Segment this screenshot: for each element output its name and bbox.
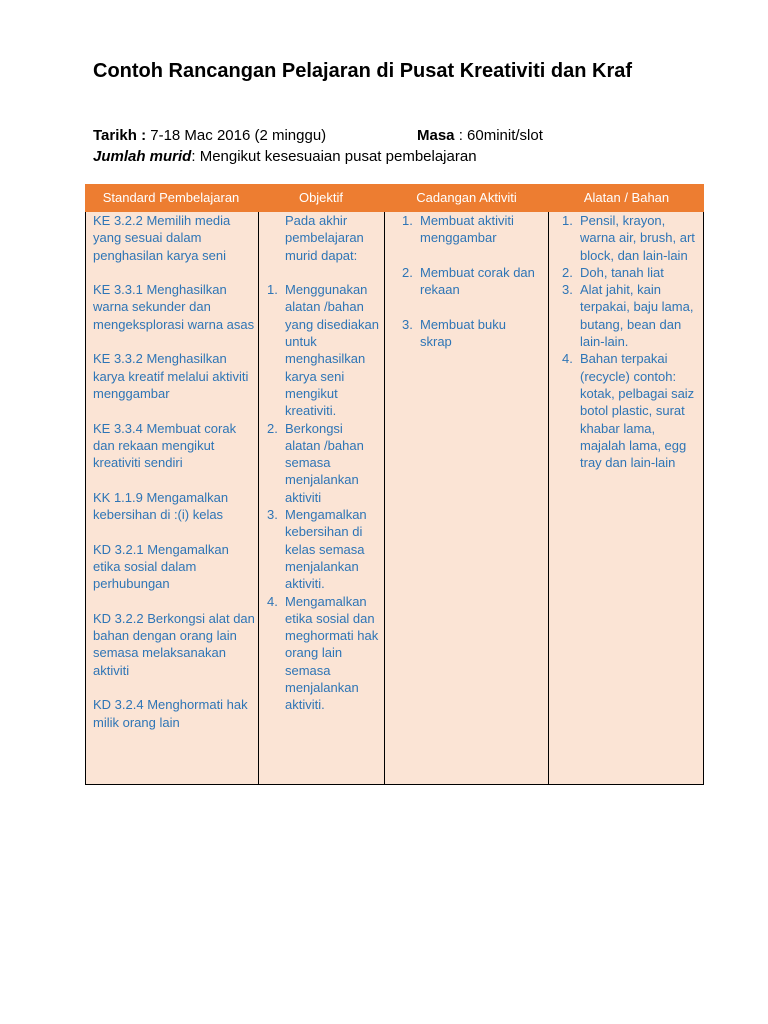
standard-item: KE 3.3.4 Membuat corak dan rekaan mengikut kreativiti sendiri xyxy=(93,420,237,471)
objektif-list xyxy=(267,281,379,713)
standard-item: KD 3.2.1 Mengamalkan etika sosial dalam perhubungan xyxy=(93,541,229,592)
column-divider xyxy=(548,212,549,784)
list-item: 1. Menggunakan alatan /bahan yang disediakan untuk menghasilkan karya seni mengikut kreativiti. xyxy=(267,282,379,419)
list-item: 4. Mengamalkan etika sosial dan meghormati hak orang lain semasa menjalankan aktiviti. xyxy=(267,593,379,713)
masa-value: : 60minit/slot xyxy=(454,127,543,144)
masa-label: Masa xyxy=(417,127,455,144)
jumlah-value: : Mengikut kesesuaian pusat pembelajaran xyxy=(191,148,477,165)
objektif-column xyxy=(267,212,379,714)
meta-line-students xyxy=(93,148,477,165)
standard-item: KD 3.2.4 Menghormati hak milik orang lain xyxy=(93,697,248,730)
list-item: 3. Alat jahit, kain terpakai, baju lama, butang, bean dan lain-lain. xyxy=(562,282,694,350)
list-item: 2. Membuat corak dan rekaan xyxy=(402,264,535,298)
standards-column xyxy=(93,212,255,731)
list-item: 2. Doh, tanah liat xyxy=(562,264,664,280)
header-standard: Standard Pembelajaran xyxy=(102,190,240,205)
aktiviti-column xyxy=(402,212,537,350)
table-body xyxy=(85,212,704,785)
list-item: 1. Membuat aktiviti menggambar xyxy=(402,213,514,246)
tarikh-label: Tarikh : xyxy=(93,127,147,144)
list-item: 3. Membuat buku skrap xyxy=(402,316,506,350)
bahan-column xyxy=(562,212,700,471)
bahan-list xyxy=(562,212,700,471)
standard-item: KE 3.3.2 Menghasilkan karya kreatif melalui aktiviti menggambar xyxy=(93,351,249,401)
standard-item: KK 1.1.9 Mengamalkan kebersihan di :(i) kelas xyxy=(93,489,229,523)
standard-item: KE 3.3.1 Menghasilkan warna sekunder dan mengeksplorasi warna asas xyxy=(93,282,255,332)
tarikh-value: 7-18 Mac 2016 (2 minggu) xyxy=(146,127,327,144)
jumlah-label: Jumlah murid xyxy=(93,148,192,165)
column-divider xyxy=(384,212,385,784)
objektif-intro: Pada akhir pembelajaran murid dapat: xyxy=(285,213,364,263)
standard-item: KD 3.2.2 Berkongsi alat dan bahan dengan orang lain semasa melaksanakan aktiviti xyxy=(93,610,255,678)
list-item: 4. Bahan terpakai (recycle) contoh: kotak, pelbagai saiz botol plastic, surat khabar lama, majalah lama, egg tray dan lain-lain xyxy=(562,351,695,471)
list-item: 1. Pensil, krayon, warna air, brush, art block, dan lain-lain xyxy=(562,213,695,263)
list-item: 3. Mengamalkan kebersihan di kelas semasa menjalankan aktiviti. xyxy=(267,507,367,592)
page-title: Contoh Rancangan Pelajaran di Pusat Kreativiti dan Kraf xyxy=(93,60,633,82)
standard-item: KE 3.2.2 Memilih media yang sesuai dalam penghasilan karya seni xyxy=(93,213,231,263)
meta-line-date xyxy=(93,127,543,144)
header-bahan: Alatan / Bahan xyxy=(583,190,670,205)
header-objektif: Objektif xyxy=(298,190,344,205)
list-item: 2. Berkongsi alatan /bahan semasa menjalankan aktiviti xyxy=(267,420,364,505)
masa-group xyxy=(417,127,543,144)
table-header xyxy=(85,184,704,212)
column-divider xyxy=(258,212,259,784)
lesson-plan-table xyxy=(85,184,704,785)
aktiviti-list xyxy=(402,212,537,350)
header-aktiviti: Cadangan Aktiviti xyxy=(416,190,517,205)
